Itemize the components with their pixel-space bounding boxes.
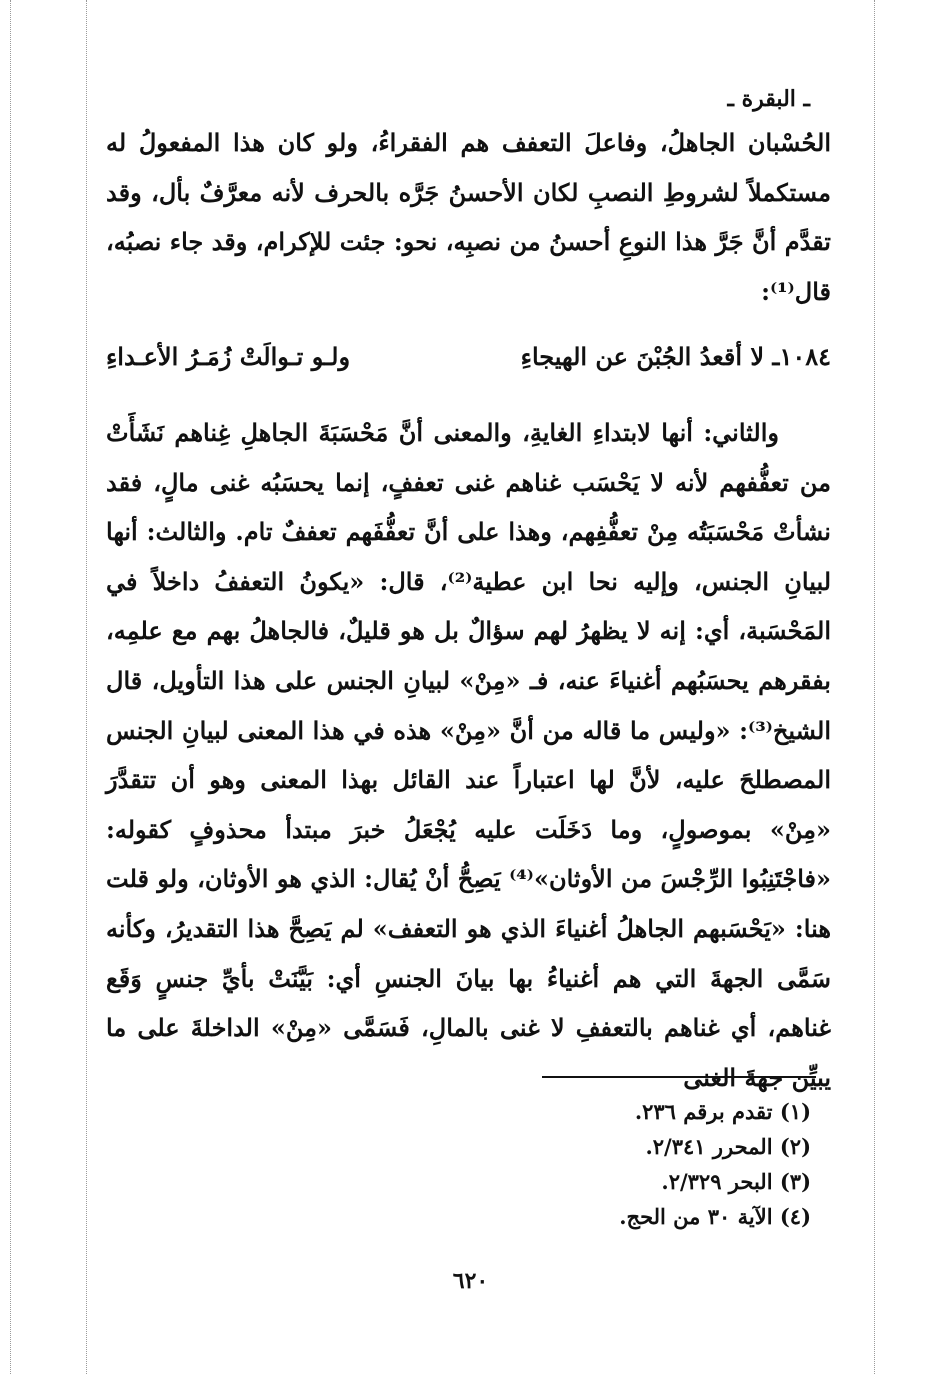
footnote-item: (٤) الآية ٣٠ من الحج. [619, 1204, 811, 1229]
scan-guide-line [10, 0, 11, 1374]
verse-first-hemistich: لا أقعدُ الجُبْنَ عن الهيجاءِ [520, 342, 765, 371]
scan-guide-line [86, 0, 87, 1374]
footnote-item: (٢) المحرر ٢/٣٤١. [645, 1134, 811, 1159]
paragraph-1-text: الحُسْبان الجاهلُ، وفاعلَ التعفف هم الفقراءُ، ولو كان هذا المفعولُ له مستكملاً لشروطِ النصبِ لكان الأحسنُ جَرَّه بالحرف لأنه معرَّفٌ بأل، وقد تقدَّم أنَّ جَرَّ هذا النوعِ أحسنُ من نصبِه، نحو: جئت للإكرام، وقد جاء نصبُه، قال⁽¹⁾: [106, 128, 831, 306]
scan-guide-line [874, 0, 875, 1374]
paragraph-1 [106, 118, 831, 316]
page-number: ٦٢٠ [452, 1268, 489, 1294]
verse-number: ١٠٨٤ـ [772, 342, 831, 371]
running-head: ـ البقرة ـ [727, 86, 810, 112]
footnote-divider [542, 1076, 816, 1078]
verse-second-hemistich: ولـو تـوالَتْ زُمَـرُ الأعـداءِ [106, 342, 351, 371]
paragraph-2-text: والثاني: أنها لابتداءِ الغايةِ، والمعنى أنَّ مَحْسَبَةَ الجاهلِ غِناهم نَشَأَتْ من تعفُّفهم لأنه لا يَحْسَب غناهم غنى تعففٍ، إنما يحسَبُه غنى مالٍ، فقد نشأتْ مَحْسَبَتُه مِنْ تعفُّفِهم، وهذا على أنَّ تعفُّفَهم تعففٌ تام. والثالث: أنها لبيانِ الجنس، وإليه نحا ابن عطية⁽²⁾، قال: «يكونُ التعففُ داخلاً في المَحْسَبة، أي: إنه لا يظهرُ لهم سؤالٌ بل هو قليلٌ، فالجاهلُ بهم مع علمِه، بفقرهم يحسَبُهم أغنياءَ عنه، فـ «مِنْ» لبيانِ الجنس على هذا التأويل، قال الشيخ⁽³⁾: «وليس ما قاله من أنَّ «مِنْ» هذه في هذا المعنى لبيانِ الجنس المصطلحَ عليه، لأنَّ لها اعتباراً عند القائل بهذا المعنى وهو أن تتقدَّرَ «مِنْ» بموصولٍ، وما دَخَلَت عليه يُجْعَلُ خبرَ مبتدأ محذوفٍ كقوله: «فاجْتَنِبُوا الرِّجْسَ من الأوثان»⁽⁴⁾ يَصِحُّ أنْ يُقال: الذي هو الأوثان، ولو قلت هنا: «يَحْسَبهم الجاهلُ أغنياءَ الذي هو التعفف» لم يَصِحَّ هذا التقديرُ، وكأنه سَمَّى الجهةَ التي هم أغنياءُ بها بيانَ الجنسِ أي: بَيَّنَتْ بأيِّ جنسٍ وَقَع غناهم، أي غناهم بالتعففِ لا غنى بالمالِ، فَسَمَّى «مِنْ» الداخلةَ على ما يبيِّن جهةَ الغنى [106, 418, 832, 1092]
poetry-verse [106, 342, 831, 371]
footnote-item: (٣) البحر ٢/٣٢٩. [661, 1169, 811, 1194]
verse-first-half [521, 342, 831, 371]
footnote-item: (١) تقدم برقم ٢٣٦. [634, 1099, 811, 1124]
footnotes-list [451, 1094, 811, 1234]
paragraph-2 [106, 408, 831, 1102]
